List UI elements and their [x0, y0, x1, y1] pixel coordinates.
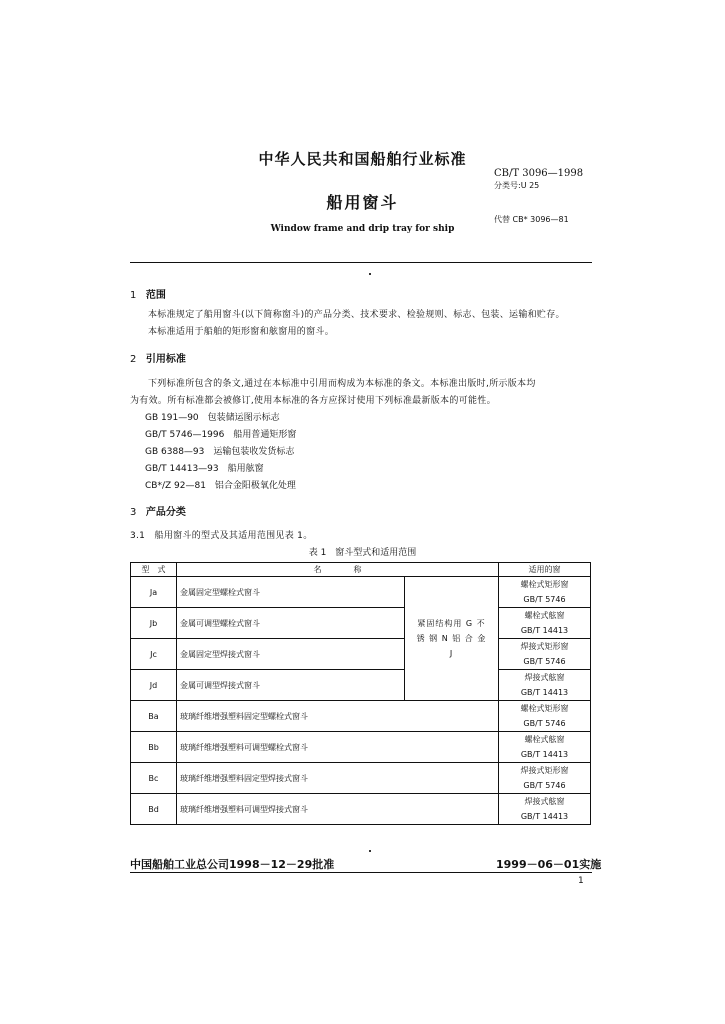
- table-caption: 表 1 窗斗型式和适用范围: [308, 548, 417, 558]
- scope-window-type: 焊接式舷窗: [524, 673, 565, 682]
- document-title: 船用窗斗: [326, 193, 399, 212]
- type-cell: Ba: [131, 701, 177, 732]
- table-row: [131, 763, 591, 794]
- name-cell: 金属可调型螺栓式窗斗: [177, 608, 405, 639]
- scope-window-type: 螺栓式矩形窗: [520, 580, 569, 589]
- scope-cell: [499, 701, 591, 732]
- footer-rule: [130, 872, 592, 873]
- scope-standard: GB/T 14413: [520, 626, 569, 635]
- reference-standard: GB 6388—93 运输包装收发货标志: [145, 447, 295, 457]
- scope-cell: [499, 732, 591, 763]
- reference-standard: CB*/Z 92—81 铝合金阳极氧化处理: [145, 481, 296, 491]
- reference-standard: GB 191—90 包装储运图示标志: [145, 413, 280, 423]
- section-heading-text: 引用标准: [145, 354, 186, 365]
- reference-standard: GB/T 5746—1996 船用普通矩形窗: [145, 430, 297, 440]
- type-cell: Bd: [131, 794, 177, 825]
- scope-cell: [499, 794, 591, 825]
- standard-title: 中华人民共和国船舶行业标准: [258, 150, 467, 168]
- material-note-cell: 紧固结构用 G 不 锈 钢 N 铝 合 金 J: [405, 577, 499, 701]
- name-cell: 玻璃纤维增强塑料可调型焊接式窗斗: [177, 794, 499, 825]
- scope-standard: GB/T 5746: [523, 595, 566, 604]
- scope-standard: GB/T 5746: [523, 719, 566, 728]
- clause-3-1: 3.1 船用窗斗的型式及其适用范围见表 1。: [130, 531, 313, 541]
- reference-standard: GB/T 14413—93 船用舷窗: [145, 464, 264, 474]
- table-row: [131, 577, 591, 608]
- name-cell: 金属固定型焊接式窗斗: [177, 639, 405, 670]
- scope-window-type: 螺栓式矩形窗: [520, 704, 569, 713]
- name-cell: 玻璃纤维增强塑料固定型焊接式窗斗: [177, 763, 499, 794]
- header-scope: 适用的窗: [499, 563, 591, 577]
- type-cell: Jc: [131, 639, 177, 670]
- section-number: 1: [130, 290, 137, 301]
- scope-cell: [499, 577, 591, 608]
- scope-standard: GB/T 5746: [523, 657, 566, 666]
- table-header-row: [131, 563, 591, 577]
- section-number: 3: [130, 507, 137, 518]
- type-cell: Bc: [131, 763, 177, 794]
- section-2-paragraph-1: 下列标准所包含的条文,通过在本标准中引用而构成为本标准的条文。本标准出版时,所示版本均: [148, 379, 536, 389]
- header-type: 型 式: [131, 563, 177, 577]
- section-number: 2: [130, 354, 137, 365]
- scope-cell: [499, 608, 591, 639]
- section-1-paragraph-1: 本标准规定了船用窗斗(以下简称窗斗)的产品分类、技术要求、检验规则、标志、包装、运输和贮存。: [148, 310, 565, 320]
- name-cell: 金属固定型螺栓式窗斗: [177, 577, 405, 608]
- scope-cell: [499, 639, 591, 670]
- header-name: 名 称: [177, 563, 499, 577]
- page-number: 1: [578, 876, 584, 886]
- standard-code: CB/T 3096—1998: [494, 168, 584, 179]
- scope-window-type: 焊接式矩形窗: [520, 766, 569, 775]
- name-cell: 金属可调型焊接式窗斗: [177, 670, 405, 701]
- type-cell: Bb: [131, 732, 177, 763]
- scope-window-type: 焊接式舷窗: [524, 797, 565, 806]
- header-rule: [130, 262, 592, 263]
- section-2-paragraph-2: 为有效。所有标准都会被修订,使用本标准的各方应探讨使用下列标准最新版本的可能性。: [130, 396, 496, 406]
- section-3-heading: [130, 503, 186, 518]
- type-cell: Jd: [131, 670, 177, 701]
- type-cell: Ja: [131, 577, 177, 608]
- table-row: [131, 701, 591, 732]
- type-cell: Jb: [131, 608, 177, 639]
- table-row: [131, 670, 591, 701]
- effective-date: 1999－06－01实施: [496, 858, 602, 871]
- scope-standard: GB/T 14413: [520, 688, 569, 697]
- scope-standard: GB/T 5746: [523, 781, 566, 790]
- table-row: [131, 794, 591, 825]
- name-cell: 玻璃纤维增强塑料可调型螺栓式窗斗: [177, 732, 499, 763]
- scope-cell: [499, 763, 591, 794]
- classification-number: 分类号:U 25: [494, 181, 540, 190]
- scope-standard: GB/T 14413: [520, 812, 569, 821]
- replaces-standard: 代替 CB* 3096—81: [494, 215, 569, 224]
- english-title: Window frame and drip tray for ship: [270, 224, 455, 234]
- scope-window-type: 螺栓式舷窗: [524, 611, 565, 620]
- scope-standard: GB/T 14413: [520, 750, 569, 759]
- table-row: [131, 732, 591, 763]
- scope-cell: [499, 670, 591, 701]
- section-1-heading: [130, 286, 166, 301]
- section-2-heading: [130, 350, 186, 365]
- name-cell: 玻璃纤维增强塑料固定型螺栓式窗斗: [177, 701, 499, 732]
- approval-line: 中国船舶工业总公司1998－12－29批准: [130, 858, 335, 871]
- scope-window-type: 焊接式矩形窗: [520, 642, 569, 651]
- table-row: [131, 608, 591, 639]
- window-frame-type-table: [130, 562, 591, 825]
- section-heading-text: 产品分类: [145, 507, 186, 518]
- separator-dot: [369, 273, 371, 275]
- section-1-paragraph-2: 本标准适用于船舶的矩形窗和舷窗用的窗斗。: [148, 327, 335, 337]
- separator-dot: [369, 850, 371, 852]
- scope-window-type: 螺栓式舷窗: [524, 735, 565, 744]
- section-heading-text: 范围: [145, 290, 166, 301]
- table-row: [131, 639, 591, 670]
